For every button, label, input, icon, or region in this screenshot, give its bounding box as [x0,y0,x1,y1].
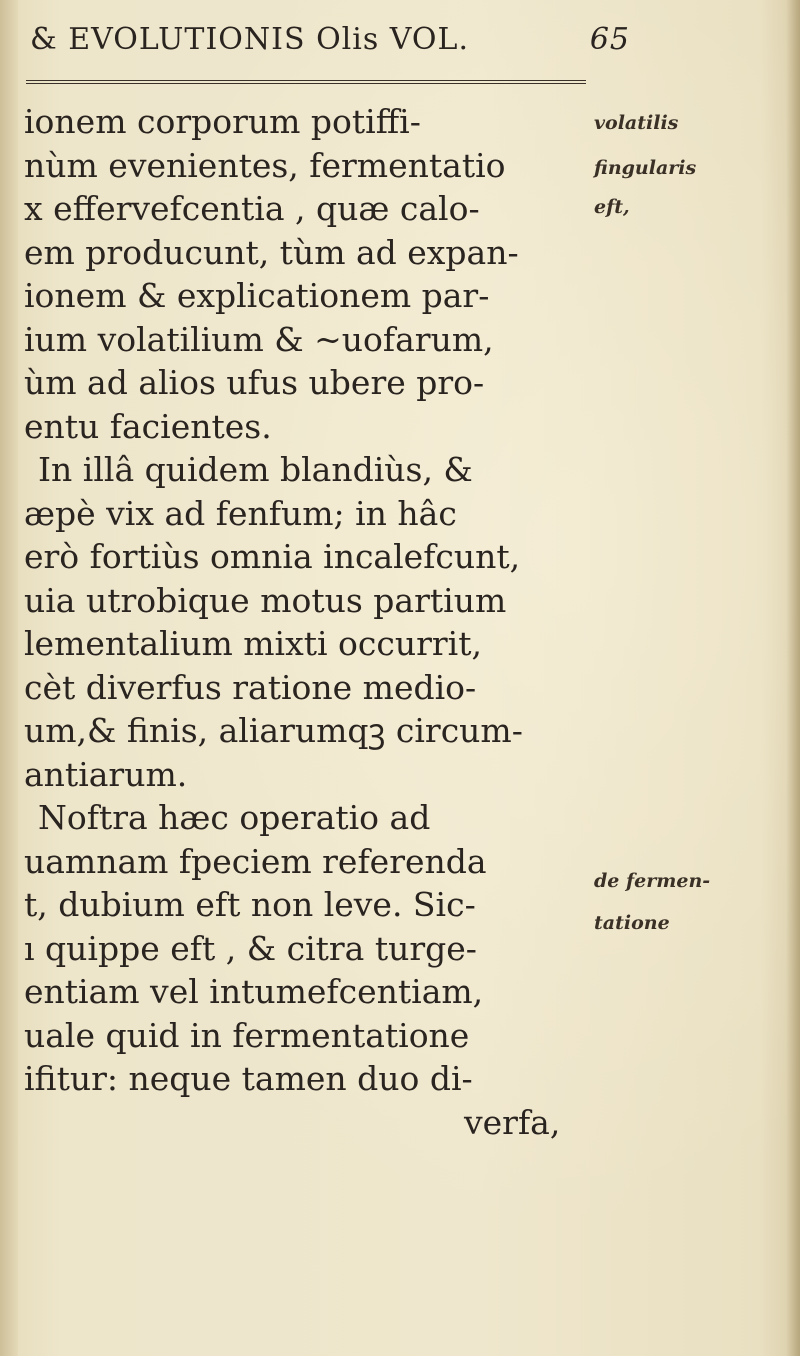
running-head-title: & EVOLUTIONIS Olis VOL. [30,22,469,57]
marginal-note: de fermen- [594,870,711,892]
text-line: entu facientes. [24,406,272,446]
text-line: ifitur: neque tamen duo di- [24,1059,473,1098]
text-line: In illâ quidem blandiùs, & [38,450,473,489]
text-line: antiarum. [24,754,188,794]
text-line: Noftra hæc operatio ad [38,798,431,837]
running-head [30,22,630,72]
page-edge [786,0,800,1356]
page-number: 65 [589,22,630,57]
text-line: cèt diverfus ratione medio- [24,667,477,707]
body-text [24,100,604,1144]
marginal-note: eft, [594,196,630,218]
text-line: æpè vix ad fenfum; in hâc [24,493,457,533]
text-line: uamnam fpeciem referenda [24,841,487,881]
marginal-note: tatione [594,912,670,934]
text-line: ionem & explicationem par- [24,276,490,315]
marginal-note: volatilis [594,112,679,134]
text-line: ı quippe eft , & citra turge- [24,928,477,968]
text-line: x effervefcentia , quæ calo- [24,189,480,228]
text-line: ùm ad alios ufus ubere pro- [24,363,485,402]
text-line: um,& finis, aliarumqꝫ circum- [24,711,523,750]
text-line: uia utrobique motus partium [24,580,507,620]
text-line: erò fortiùs omnia incalefcunt, [24,537,521,576]
text-line: t, dubium eft non leve. Sic- [24,885,476,924]
header-rule [26,80,586,84]
text-line: verfa, [464,1102,561,1142]
marginal-note: fingularis [594,157,697,179]
text-line: ionem corporum potiffi- [24,102,421,141]
text-line: nùm evenientes, fermentatio [24,145,506,185]
page-gutter [0,0,18,1356]
text-line: lementalium mixti occurrit, [24,624,482,663]
text-line: uale quid in fermentatione [24,1015,470,1055]
text-line: ium volatilium & ~uofarum, [24,319,494,359]
text-line: em producunt, tùm ad expan- [24,232,519,272]
text-line: entiam vel intumefcentiam, [24,972,484,1011]
